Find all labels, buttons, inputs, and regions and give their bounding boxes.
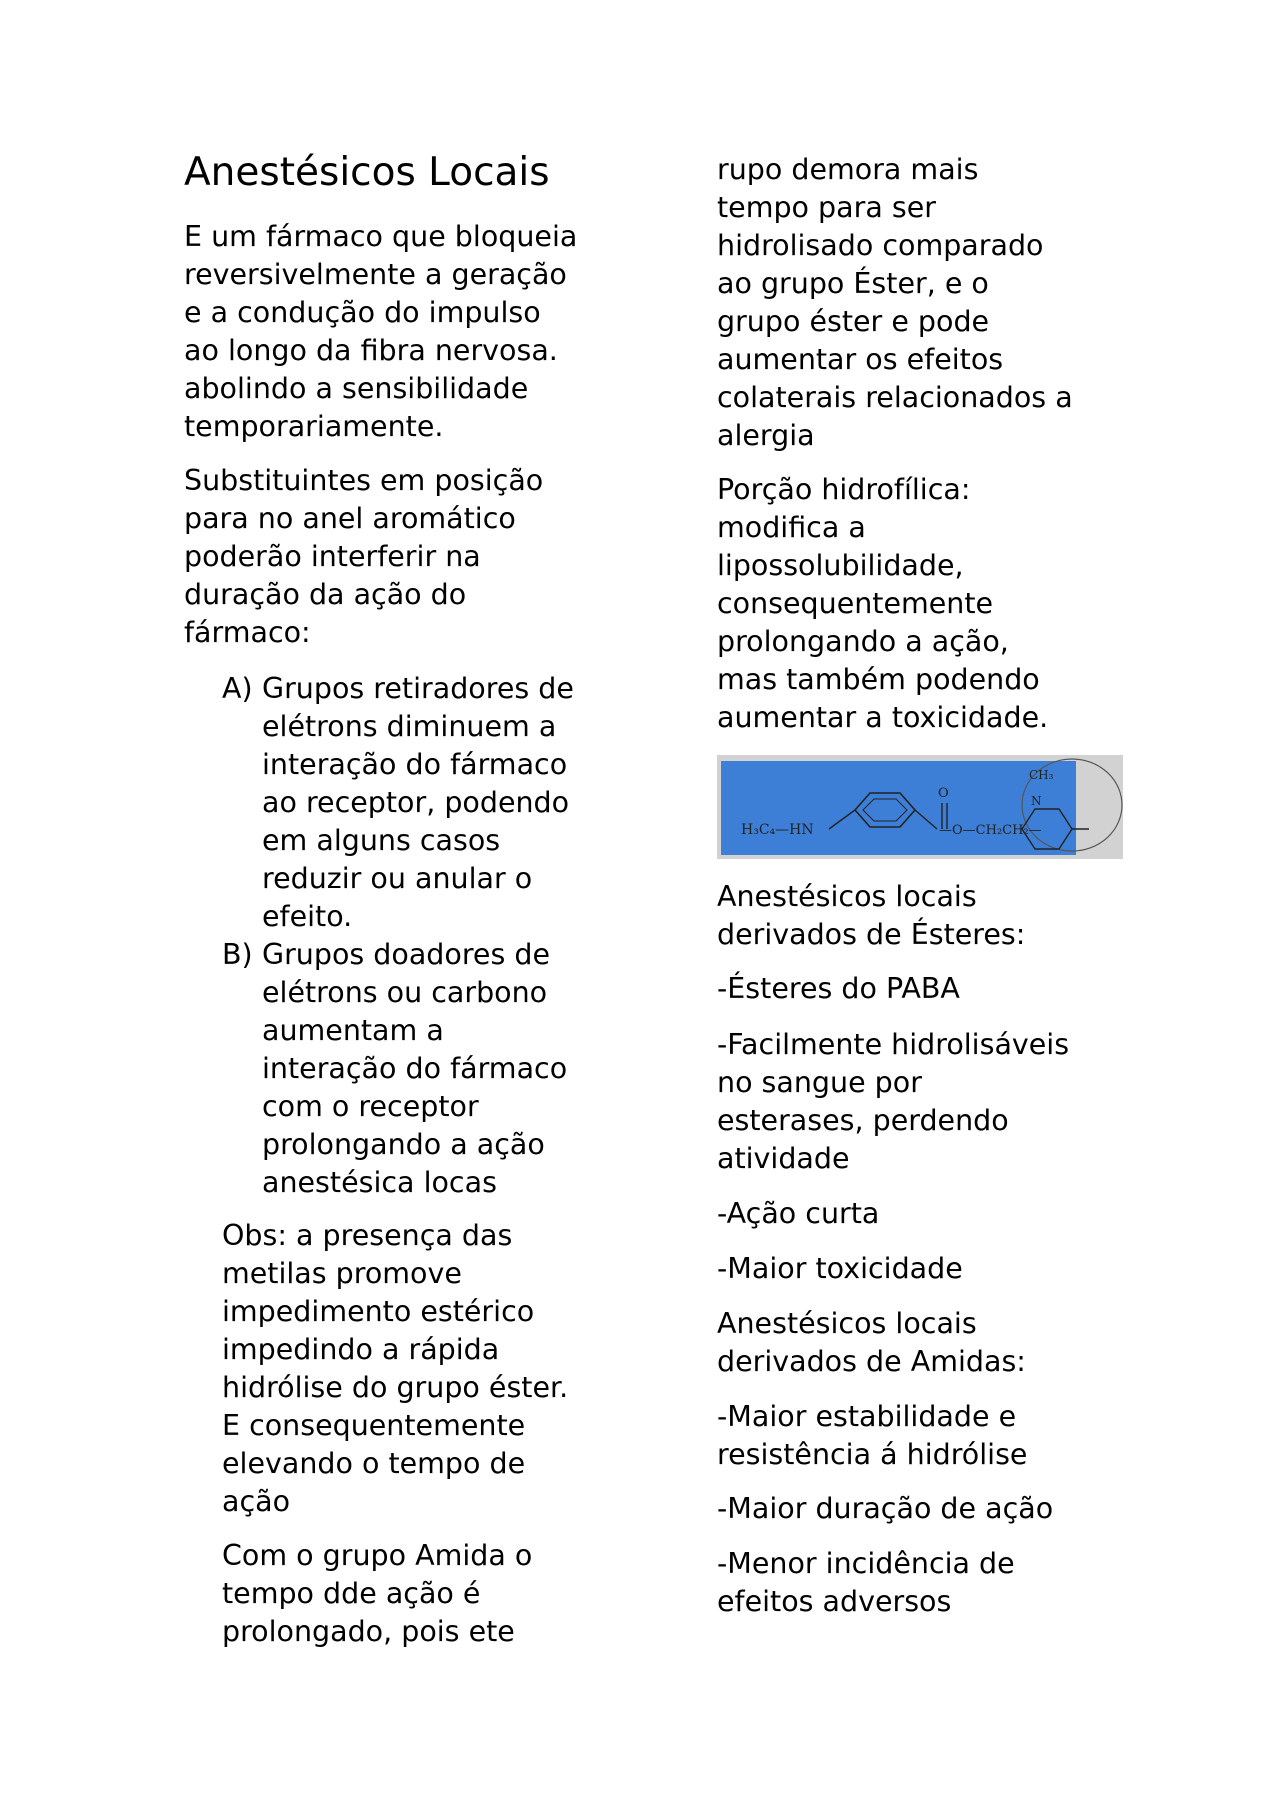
text-line: elétrons ou carbono <box>262 976 548 1009</box>
text-line: hidrólise do grupo éster. <box>222 1371 569 1404</box>
text-line: para no anel aromático <box>184 502 516 535</box>
text-line: aumentar os efeitos <box>717 343 1004 376</box>
text-line: tempo para ser <box>717 191 936 224</box>
text-line: abolindo a sensibilidade <box>184 372 529 405</box>
text-line: Substituintes em posição <box>184 464 544 497</box>
text-line: hidrolisado comparado <box>717 229 1044 262</box>
text-line: Porção hidrofílica: <box>717 473 971 506</box>
text-line: -Facilmente hidrolisáveis <box>717 1028 1070 1061</box>
text-line: prolongando a ação, <box>717 625 1009 658</box>
text-line: modifica a <box>717 511 866 544</box>
text-line: ao grupo Éster, e o <box>717 267 989 300</box>
text-line: metilas promove <box>222 1257 462 1290</box>
text-line: duração da ação do <box>184 578 467 611</box>
text-line: no sangue por <box>717 1066 922 1099</box>
paragraph-toxicity <box>717 1250 963 1288</box>
text-line: alergia <box>717 419 815 452</box>
text-line: mas também podendo <box>717 663 1040 696</box>
chem-left-group: H₃C₄—HN <box>741 822 814 838</box>
chemical-structure-image <box>717 755 1123 859</box>
paragraph-observation <box>222 1217 568 1521</box>
text-line: -Ação curta <box>717 1197 880 1230</box>
paragraph-amides-heading <box>717 1305 1026 1381</box>
text-line: em alguns casos <box>262 824 501 857</box>
text-line: -Menor incidência de <box>717 1547 1015 1580</box>
text-line: ação <box>222 1485 291 1518</box>
text-line: interação do fármaco <box>262 748 568 781</box>
text-line: poderão interferir na <box>184 540 481 573</box>
text-line: impedindo a rápida <box>222 1333 500 1366</box>
paragraph-hydrolysable <box>717 1026 1069 1178</box>
text-line: reversivelmente a geração <box>184 258 567 291</box>
paragraph-stability <box>717 1398 1027 1474</box>
text-line: Grupos doadores de <box>262 938 550 971</box>
text-line: consequentemente <box>717 587 994 620</box>
paragraph-definition <box>184 218 577 446</box>
text-line: -Ésteres do PABA <box>717 972 960 1005</box>
text-line: -Maior duração de ação <box>717 1492 1054 1525</box>
text-line: Anestésicos locais <box>717 880 977 913</box>
text-line: grupo éster e pode <box>717 305 990 338</box>
text-line: efeitos adversos <box>717 1585 952 1618</box>
text-line: interação do fármaco <box>262 1052 568 1085</box>
text-line: derivados de Ésteres: <box>717 918 1026 951</box>
text-line: e a condução do impulso <box>184 296 541 329</box>
text-line: Grupos retiradores de <box>262 672 574 705</box>
text-line: elétrons diminuem a <box>262 710 557 743</box>
text-line: prolongado, pois ete <box>222 1615 515 1648</box>
paragraph-short-action <box>717 1195 879 1233</box>
text-line: prolongando a ação <box>262 1128 545 1161</box>
paragraph-duration <box>717 1490 1053 1528</box>
list-marker: B) <box>222 938 253 971</box>
text-line: Anestésicos locais <box>717 1307 977 1340</box>
text-line: efeito. <box>262 900 353 933</box>
text-line: ao longo da fibra nervosa. <box>184 334 558 367</box>
substituent-list <box>222 670 574 1202</box>
text-line: aumentam a <box>262 1014 444 1047</box>
text-line: E um fármaco que bloqueia <box>184 220 578 253</box>
text-line: rupo demora mais <box>717 153 979 186</box>
text-line: ao receptor, podendo <box>262 786 570 819</box>
text-line: derivados de Amidas: <box>717 1345 1026 1378</box>
paragraph-paba <box>717 970 960 1008</box>
text-line: com o receptor <box>262 1090 479 1123</box>
text-line: -Maior estabilidade e <box>717 1400 1017 1433</box>
text-line: elevando o tempo de <box>222 1447 526 1480</box>
chem-chain: —O—CH₂CH₂— <box>939 823 1042 838</box>
list-item <box>222 936 574 1202</box>
text-line: impedimento estérico <box>222 1295 535 1328</box>
paragraph-esters-heading <box>717 878 1025 954</box>
text-line: aumentar a toxicidade. <box>717 701 1049 734</box>
list-item <box>222 670 574 936</box>
paragraph-hydrolysis <box>717 151 1073 455</box>
text-line: resistência á hidrólise <box>717 1438 1028 1471</box>
paragraph-amide <box>222 1537 532 1651</box>
paragraph-hydrophilic <box>717 471 1048 737</box>
chem-methyl: CH₃ <box>1029 768 1054 782</box>
text-line: reduzir ou anular o <box>262 862 533 895</box>
paragraph-substituents <box>184 462 543 652</box>
list-marker: A) <box>222 672 253 705</box>
text-line: E consequentemente <box>222 1409 526 1442</box>
chem-nitrogen: N <box>1031 794 1042 808</box>
paragraph-adverse-effects <box>717 1545 1015 1621</box>
text-line: lipossolubilidade, <box>717 549 964 582</box>
text-line: anestésica locas <box>262 1166 497 1199</box>
text-line: temporariamente. <box>184 410 444 443</box>
text-line: colaterais relacionados a <box>717 381 1073 414</box>
page-title: Anestésicos Locais <box>184 150 550 195</box>
text-line: esterases, perdendo <box>717 1104 1009 1137</box>
text-line: Com o grupo Amida o <box>222 1539 533 1572</box>
text-line: Obs: a presença das <box>222 1219 513 1252</box>
text-line: -Maior toxicidade <box>717 1252 963 1285</box>
text-line: fármaco: <box>184 616 311 649</box>
highlight-band <box>721 761 1076 855</box>
text-line: atividade <box>717 1142 850 1175</box>
text-line: tempo dde ação é <box>222 1577 481 1610</box>
chem-oxygen: O <box>938 786 949 801</box>
